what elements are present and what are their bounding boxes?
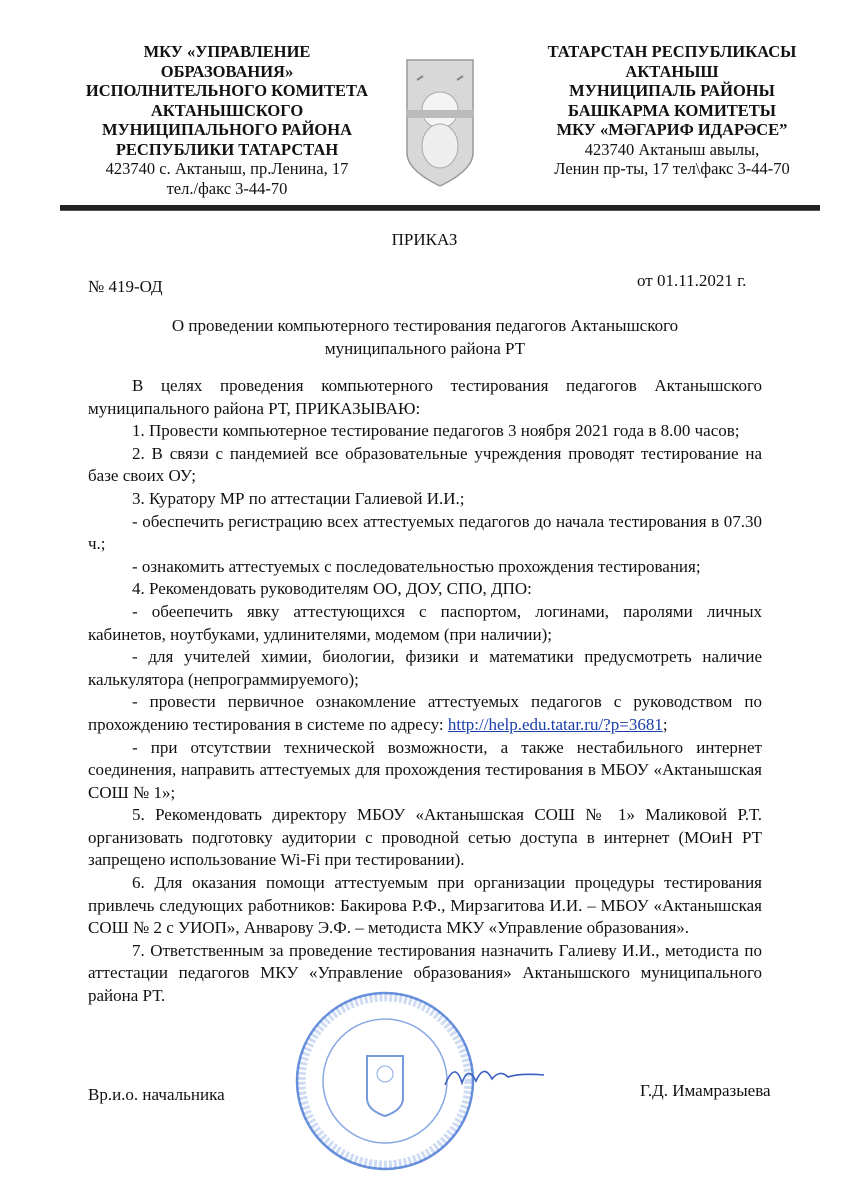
header-left-line: МУНИЦИПАЛЬНОГО РАЙОНА (102, 120, 352, 139)
document-type: ПРИКАЗ (391, 230, 458, 249)
header-left-line: РЕСПУБЛИКИ ТАТАРСТАН (115, 139, 339, 159)
paragraph: В целях проведения компьютерного тестирования педагогов Актанышского муниципального района РТ, ПРИКАЗЫВАЮ: (88, 376, 762, 418)
paragraph-text: - провести первичное ознакомление аттестуемых педагогов с руководством по прохождению тестирования в системе по адресу: (88, 692, 762, 734)
order-subject: О проведении компьютерного тестирования педагогов Актанышского муниципального района РТ (171, 316, 679, 358)
header-right-line: ТАТАРСТАН РЕСПУБЛИКАСЫ (547, 42, 797, 61)
paragraph: 3. Куратору МР по аттестации Галиевой И.И.; (132, 488, 465, 508)
paragraph: - для учителей химии, биологии, физики и математики предусмотреть наличие калькулятора (непрограммируемого); (88, 647, 762, 689)
order-number: № 419-ОД (88, 277, 163, 296)
paragraph: - ознакомить аттестуемых с последовательностью прохождения тестирования; (132, 556, 701, 576)
signature-icon (440, 1055, 550, 1095)
paragraph: 2. В связи с пандемией все образовательные учреждения проводят тестирование на базе своих ОУ; (88, 443, 762, 486)
paragraph: 7. Ответственным за проведение тестирования назначить Галиеву И.И., методиста по аттестации педагогов МКУ «Управление образования» Актанышского муниципального района РТ. (88, 940, 762, 1006)
header-left-phone: тел./факс 3-44-70 (166, 178, 288, 198)
header-left (62, 42, 392, 198)
header-right-line: АКТАНЫШ (625, 61, 719, 81)
signatory-name: Г.Д. Имамразыева (640, 1081, 771, 1100)
header-right-phone: Ленин пр-ты, 17 тел\факс 3-44-70 (554, 159, 790, 178)
paragraph (88, 691, 762, 736)
paragraph: - обеепечить явку аттестующихся с паспортом, логинами, паролями личных кабинетов, ноутбуками, удлинителями, модемом (при наличии); (88, 601, 762, 644)
header-left-line: ИСПОЛНИТЕЛЬНОГО КОМИТЕТА (85, 81, 369, 100)
header-left-address: 423740 с. Актаныш, пр.Ленина, 17 (105, 159, 349, 178)
link-suffix: ; (662, 714, 668, 734)
header-right-line: МУНИЦИПАЛЬ РАЙОНЫ (569, 81, 775, 100)
paragraph: 4. Рекомендовать руководителям ОО, ДОУ, СПО, ДПО: (132, 579, 532, 599)
coat-of-arms-icon (405, 58, 475, 188)
header-right-address: 423740 Актаныш авылы, (584, 139, 760, 159)
header-left-line: АКТАНЫШСКОГО (150, 100, 304, 120)
paragraph: - обеспечить регистрацию всех аттестуемых педагогов до начала тестирования в 07.30 ч.; (88, 511, 762, 554)
header-right (522, 42, 822, 179)
order-body (88, 375, 762, 1008)
header-left-line: ОБРАЗОВАНИЯ» (160, 61, 294, 81)
paragraph: 5. Рекомендовать директору МБОУ «Актанышская СОШ № 1» Маликовой Р.Т. организовать подготовку аудитории с проводной сетью доступа в интернет (МОиН РТ запрещено использование Wi-Fi при тестировании). (88, 805, 762, 870)
header-right-line: БАШКАРМА КОМИТЕТЫ (568, 100, 776, 120)
header-left-line: МКУ «УПРАВЛЕНИЕ (143, 42, 311, 61)
header-right-line: МКУ «МӘГАРИФ ИДАРӘСЕ” (556, 120, 788, 139)
help-link[interactable]: http://help.edu.tatar.ru/?p=3681 (447, 714, 663, 734)
paragraph: 6. Для оказания помощи аттестуемым при организации процедуры тестирования привлечь следующих работников: Бакирова Р.Ф., Мирзагитова И.И. – МБОУ «Актанышская СОШ № 2 с УИОП», Анварову Э.Ф. – методиста МКУ «Управление образования». (88, 873, 762, 938)
order-date: от 01.11.2021 г. (637, 271, 747, 290)
paragraph: 1. Провести компьютерное тестирование педагогов 3 ноября 2021 года в 8.00 часов; (132, 421, 740, 441)
header-divider (60, 205, 820, 211)
paragraph: - при отсутствии технической возможности, а также нестабильного интернет соединения, направить аттестуемых для прохождения тестирования в МБОУ «Актанышская СОШ № 1»; (88, 737, 762, 802)
signatory-position: Вр.и.о. начальника (88, 1085, 225, 1104)
